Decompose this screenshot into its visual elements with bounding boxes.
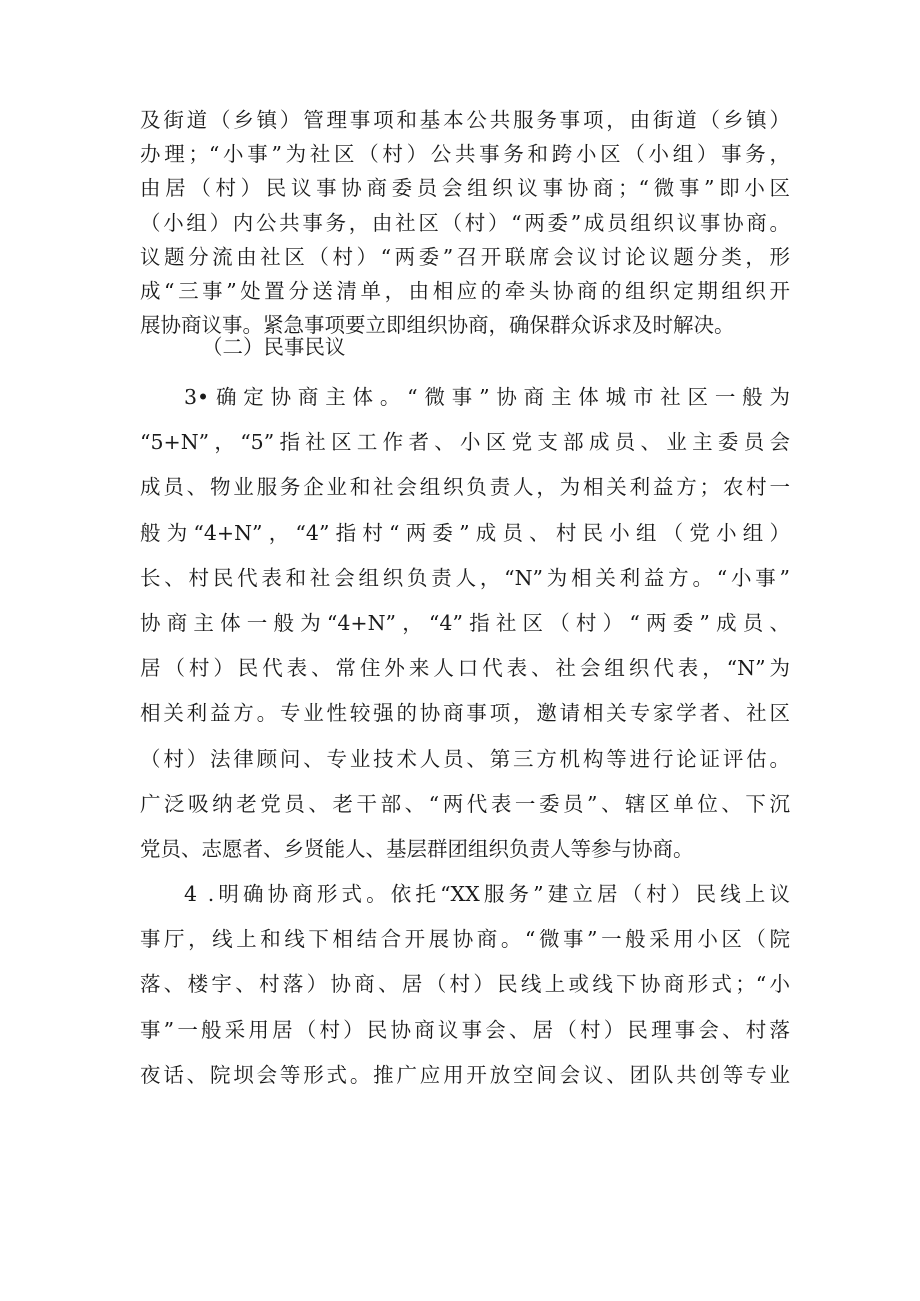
text-line: 议题分流由社区（村）“两委”召开联席会议讨论议题分类，形 xyxy=(140,244,790,269)
text-line: 相关利益方。专业性较强的协商事项，邀请相关专家学者、社区 xyxy=(140,701,790,726)
text-line: 成员、物业服务企业和社会组织负责人，为相关利益方；农村一 xyxy=(140,475,790,500)
text-line: 长、村民代表和社会组织负责人，“N”为相关利益方。“小事” xyxy=(140,565,790,590)
text-line: 及街道（乡镇）管理事项和基本公共服务事项，由街道（乡镇） xyxy=(140,108,790,132)
text-line: 般为“4+N”，“4”指村“两委”成员、村民小组（党小组） xyxy=(140,520,790,545)
paragraph-consultation-subjects xyxy=(140,375,790,1098)
text-line: 3•确定协商主体。“微事”协商主体城市社区一般为 xyxy=(184,385,790,409)
text-line: 居（村）民代表、常住外来人口代表、社会组织代表，“N”为 xyxy=(140,656,790,681)
text-line: 夜话、院坝会等形式。推广应用开放空间会议、团队共创等专业 xyxy=(140,1062,790,1087)
text-line: 展协商议事。紧急事项要立即组织协商，确保群众诉求及时解决。 xyxy=(140,313,735,338)
text-line: 成“三事”处置分送清单，由相应的牵头协商的组织定期组织开 xyxy=(140,278,790,303)
text-line: “5+N”，“5”指社区工作者、小区党支部成员、业主委员会 xyxy=(140,430,790,455)
text-line: 落、楼宇、村落）协商、居（村）民线上或线下协商形式；“小 xyxy=(140,972,790,997)
text-line: （村）法律顾问、专业技术人员、第三方机构等进行论证评估。 xyxy=(140,746,790,771)
text-line: 办理；“小事”为社区（村）公共事务和跨小区（小组）事务， xyxy=(140,142,790,167)
text-line: （小组）内公共事务，由社区（村）“两委”成员组织议事协商。 xyxy=(140,210,790,235)
text-line: 协商主体一般为“4+N”，“4”指社区（村）“两委”成员、 xyxy=(140,610,790,635)
text-line: 由居（村）民议事协商委员会组织议事协商；“微事”即小区 xyxy=(140,176,790,201)
text-line: 4 .明确协商形式。依托“XX服务”建立居（村）民线上议 xyxy=(184,882,790,907)
text-line: 党员、志愿者、乡贤能人、基层群团组织负责人等参与协商。 xyxy=(140,836,694,861)
paragraph-routing-rules xyxy=(140,103,790,342)
text-line: 事厅，线上和线下相结合开展协商。“微事”一般采用小区（院 xyxy=(140,927,790,952)
section-heading: （二）民事民议 xyxy=(202,335,346,359)
text-line: 广泛吸纳老党员、老干部、“两代表一委员”、辖区单位、下沉 xyxy=(140,791,790,816)
text-line: 事”一般采用居（村）民协商议事会、居（村）民理事会、村落 xyxy=(140,1017,790,1042)
